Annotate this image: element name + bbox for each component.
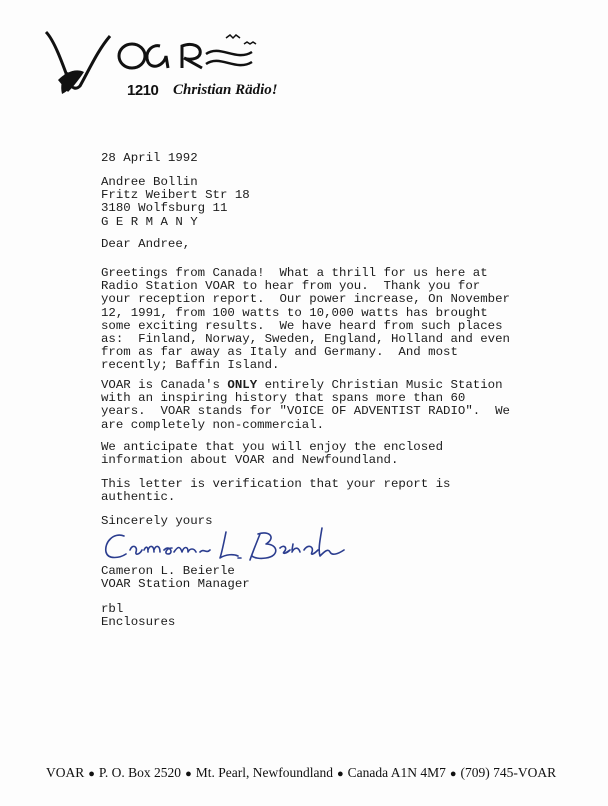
- bullet-icon: ●: [88, 768, 95, 780]
- text-line: years. VOAR stands for "VOICE OF ADVENTIST RADIO". We: [101, 404, 510, 419]
- text-line: This letter is verification that your report is: [101, 477, 451, 491]
- text-segment: VOAR is Canada's: [101, 378, 228, 392]
- recipient-country: G E R M A N Y: [101, 214, 198, 229]
- footer-item: P. O. Box 2520: [98, 765, 182, 780]
- text-line: recently; Baffin Island.: [101, 358, 280, 373]
- text-line: Greetings from Canada! What a thrill for us here at: [101, 266, 488, 280]
- text-segment: entirely Christian Music Station: [257, 378, 503, 392]
- signer-block: [101, 565, 250, 591]
- text-line: authentic.: [101, 490, 176, 505]
- typist-block: [101, 603, 175, 629]
- typist-initials: rbl: [101, 602, 124, 616]
- footer-item: Canada A1N 4M7: [347, 765, 446, 780]
- footer-contact: [46, 765, 586, 781]
- text-line: as: Finland, Norway, Sweden, England, Holland and even: [101, 332, 510, 347]
- footer-item: Mt. Pearl, Newfoundland: [195, 765, 333, 780]
- text-line: with an inspiring history that spans more than 60: [101, 391, 466, 406]
- text-line: from as far away as Italy and Germany. And most: [101, 345, 458, 360]
- footer-item: (709) 745-VOAR: [460, 765, 557, 780]
- recipient-street: Fritz Weibert Str 18: [101, 188, 250, 203]
- text-line: information about VOAR and Newfoundland.: [101, 453, 399, 468]
- text-line: are completely non-commercial.: [101, 417, 325, 432]
- text-line: some exciting results. We have heard from such places: [101, 318, 503, 333]
- letterhead: [40, 22, 280, 102]
- text-line: 12, 1991, from 100 watts to 10,000 watts has brought: [101, 305, 488, 320]
- bullet-icon: ●: [336, 768, 344, 780]
- letter-date: 28 April 1992: [101, 151, 198, 165]
- text-line: Radio Station VOAR to hear from you. Thank you for: [101, 279, 481, 294]
- signer-title: VOAR Station Manager: [101, 577, 250, 592]
- signer-name: Cameron L. Beierle: [101, 564, 235, 578]
- tagline: Christian Rädio!: [173, 82, 278, 98]
- bullet-icon: ●: [185, 768, 192, 780]
- text-line: We anticipate that you will enjoy the enclosed: [101, 440, 444, 454]
- bullet-icon: ●: [449, 768, 457, 780]
- text-line: your reception report. Our power increase, On November: [101, 292, 510, 307]
- recipient-address: [101, 176, 250, 229]
- recipient-city: 3180 Wolfsburg 11: [101, 201, 228, 216]
- closing: Sincerely yours: [101, 514, 213, 528]
- frequency-label: 1210: [127, 82, 159, 99]
- paragraph-about: [101, 379, 510, 432]
- paragraph-verification: [101, 478, 450, 504]
- footer-item: VOAR: [46, 765, 85, 780]
- handwritten-signature: [100, 524, 350, 568]
- emphasis-text: ONLY: [227, 378, 258, 392]
- paragraph-greeting: [101, 267, 510, 373]
- salutation: Dear Andree,: [101, 237, 191, 251]
- enclosures-note: Enclosures: [101, 615, 176, 630]
- recipient-name: Andree Bollin: [101, 175, 198, 189]
- paragraph-enclosed: [101, 441, 443, 467]
